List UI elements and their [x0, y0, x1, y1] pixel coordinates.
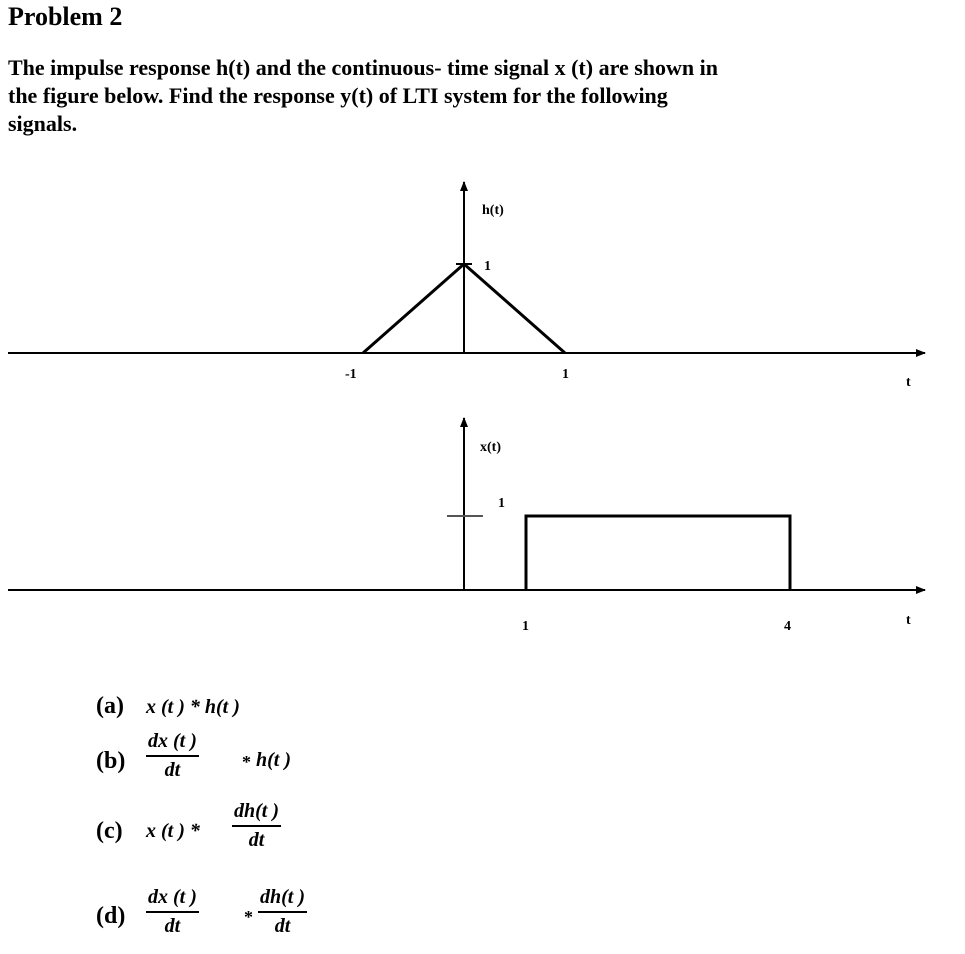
part-a-label: (a): [96, 693, 124, 719]
part-d-label: (d): [96, 903, 126, 929]
part-c-denominator: dt: [248, 829, 265, 851]
part-d-numerator-1: dx (t ): [146, 886, 199, 913]
part-d-convolution-op: *: [244, 907, 253, 927]
h-xtick-1: 1: [562, 367, 569, 382]
part-c-label: (c): [96, 818, 123, 844]
x-ylabel: x(t): [480, 440, 501, 455]
part-c-head: x (t ) *: [146, 820, 200, 842]
x-level-label: 1: [498, 496, 505, 511]
part-c-fraction: [232, 800, 281, 852]
part-d-fraction-2: [258, 886, 307, 938]
statement-line-2: the figure below. Find the response y(t) of LTI system for the following: [8, 83, 668, 108]
h-xlabel: t: [906, 375, 911, 390]
part-b-denominator: dt: [164, 759, 181, 781]
part-b-label: (b): [96, 748, 126, 774]
part-b-numerator: dx (t ): [146, 730, 199, 757]
statement-line-1: The impulse response h(t) and the continuous- time signal x (t) are shown in: [8, 55, 718, 80]
x-xtick-4: 4: [784, 619, 791, 634]
part-b-convolution-op: *: [242, 752, 251, 772]
part-c-numerator: dh(t ): [232, 800, 281, 827]
x-xlabel: t: [906, 613, 911, 628]
part-b-fraction: [146, 730, 199, 782]
h-ylabel: h(t): [482, 203, 504, 218]
x-xtick-1: 1: [522, 619, 529, 634]
statement-line-3: signals.: [8, 111, 78, 136]
part-d-numerator-2: dh(t ): [258, 886, 307, 913]
part-a-expression: x (t ) * h(t ): [146, 696, 240, 718]
part-b-tail: h(t ): [256, 749, 291, 771]
problem-title: Problem 2: [8, 2, 123, 31]
part-d-fraction-1: [146, 886, 199, 938]
part-d-denominator-1: dt: [164, 915, 181, 937]
part-d-denominator-2: dt: [274, 915, 291, 937]
h-xtick-neg1: -1: [345, 367, 357, 382]
h-peak-label: 1: [484, 259, 491, 274]
